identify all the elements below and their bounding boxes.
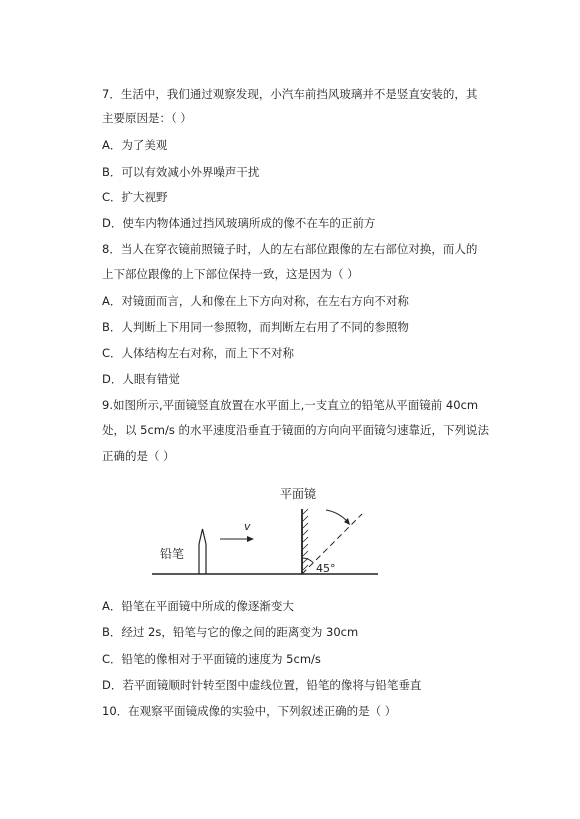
- pencil-label: 铅笔: [160, 547, 185, 561]
- q7-stem-line1: 7．生活中，我们通过观察发现，小汽车前挡风玻璃并不是竖直安装的，其: [102, 87, 478, 101]
- q8-option-a: A．对镜面而言，人和像在上下方向对称，在左右方向不对称: [102, 294, 409, 308]
- q9-stem-line3: 正确的是（ ）: [102, 449, 175, 463]
- mirror-diagram: [150, 484, 380, 582]
- q7-option-b: B．可以有效减小外界噪声干扰: [102, 165, 260, 179]
- q7-stem-line2: 主要原因是：（ ）: [102, 111, 192, 125]
- velocity-label: v: [244, 520, 251, 533]
- q9-option-d: D．若平面镜顺时针转至图中虚线位置，铅笔的像将与铅笔垂直: [102, 678, 422, 692]
- q9-option-c: C．铅笔的像相对于平面镜的速度为 5cm/s: [102, 652, 321, 666]
- q8-stem-line1: 8．当人在穿衣镜前照镜子时，人的左右部位跟像的左右部位对换，而人的: [102, 242, 478, 256]
- q8-option-c: C．人体结构左右对称，而上下不对称: [102, 346, 295, 360]
- angle-label: 45°: [316, 562, 336, 575]
- q9-option-b: B．经过 2s，铅笔与它的像之间的距离变为 30cm: [102, 625, 359, 639]
- q8-option-b: B．人判断上下用同一参照物，而判断左右用了不同的参照物: [102, 320, 409, 334]
- rotation-arrow: [326, 510, 350, 525]
- mirror-label: 平面镜: [280, 487, 317, 501]
- velocity-arrow: [220, 536, 254, 542]
- q9-stem-line1: 9.如图所示,平面镜竖直放置在水平面上,一支直立的铅笔从平面镜前 40cm: [102, 398, 479, 412]
- q8-option-d: D．人眼有错觉: [102, 372, 180, 386]
- q9-option-a: A．铅笔在平面镜中所成的像逐渐变大: [102, 599, 294, 613]
- q7-option-d: D．使车内物体通过挡风玻璃所成的像不在车的正前方: [102, 216, 376, 230]
- q9-stem-line2: 处，以 5cm/s 的水平速度沿垂直于镜面的方向向平面镜匀速靠近，下列说法: [102, 423, 490, 437]
- q7-option-c: C．扩大视野: [102, 190, 168, 204]
- q8-stem-line2: 上下部位跟像的上下部位保持一致，这是因为（ ）: [102, 267, 359, 281]
- pencil-shape: [199, 529, 206, 574]
- q10-stem-line1: 10．在观察平面镜成像的实验中，下列叙述正确的是（ ）: [102, 704, 397, 718]
- plane-mirror: [302, 509, 308, 574]
- q7-option-a: A．为了美观: [102, 138, 168, 152]
